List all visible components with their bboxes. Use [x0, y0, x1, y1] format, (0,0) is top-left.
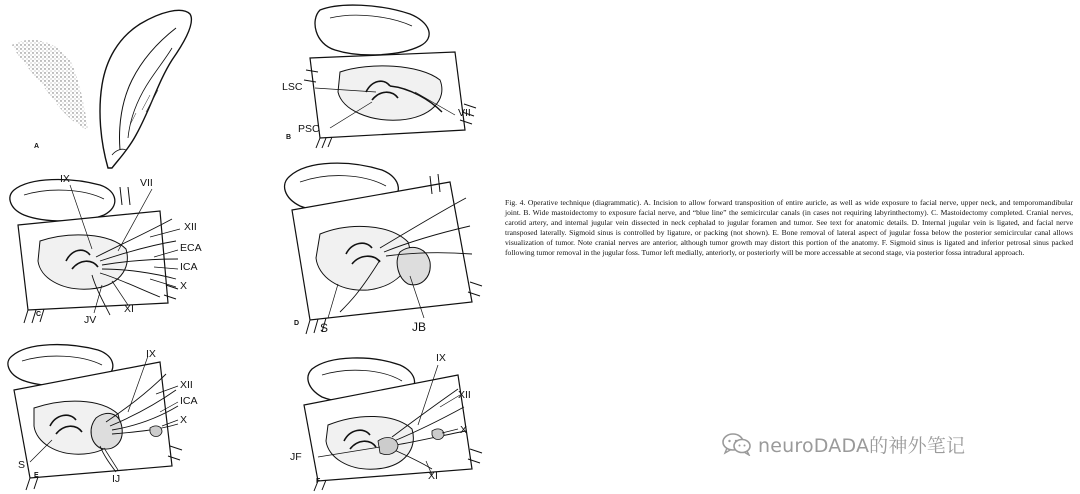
figure-panel-b [280, 0, 490, 150]
label-xi: XI [124, 303, 134, 315]
label-xii: XII [458, 389, 471, 401]
panel-e-letter: E [34, 472, 39, 479]
label-vii: VII [458, 107, 471, 119]
panel-c-letter: C [36, 311, 42, 318]
label-jb: JB [412, 320, 427, 334]
label-ix: IX [146, 348, 156, 360]
label-x: X [180, 280, 188, 292]
figure-panel-c [0, 165, 215, 330]
label-xi: XI [428, 470, 438, 482]
label-jf: JF [290, 451, 302, 463]
label-lsc: LSC [282, 81, 303, 93]
figure-panel-f [282, 345, 492, 492]
label-vii: VII [140, 177, 153, 189]
panel-a-illustration [0, 0, 220, 175]
label-s: S [18, 459, 26, 471]
label-ica: ICA [180, 395, 198, 407]
figure-panel-d [280, 152, 490, 340]
panel-e-illustration [0, 332, 215, 492]
watermark [722, 431, 965, 457]
figure-panel-a [0, 0, 220, 175]
label-x: X [460, 424, 468, 436]
label-x: X [180, 414, 188, 426]
panel-a-letter: A [34, 143, 40, 150]
label-ix: IX [436, 352, 446, 364]
label-jv: JV [84, 314, 97, 326]
label-psc: PSC [298, 123, 320, 135]
label-ica: ICA [180, 261, 198, 273]
panel-d-illustration [280, 152, 490, 340]
label-ij: IJ [112, 473, 121, 485]
watermark-text: neuroDADA的神外笔记 [758, 434, 966, 457]
panel-d-letter: D [294, 320, 300, 327]
label-eca: ECA [180, 242, 202, 254]
label-xii: XII [180, 379, 193, 391]
figure-panel-e [0, 332, 215, 492]
label-ix: IX [60, 173, 70, 185]
label-xii: XII [184, 221, 197, 233]
label-s: S [320, 321, 329, 335]
figure-caption: Fig. 4. Operative technique (diagrammatic). A. Incision to allow forward transposition of entire auricle, as well as wide exposure to facial nerve, upper neck, and temporomandibular joint. B. Wide mastoidectomy to exposure facial nerve, and “blue line” the semicircular canals (in cases not requiring labyrinthectomy). C. Mastoidectomy completed. Cranial nerves, carotid artery, and internal jugular vein dissected in neck cephalad to jugular foramen and tumor. See text for anatomic details. D. Internal jugular vein is ligated, and facial nerve transposed laterally. Sigmoid sinus is controlled by ligature, or packing (not shown). E. Bone removal of lateral aspect of jugular fossa below the posterior semicircular canal allows visualization of tumor. Note cranial nerves are anterior, although tumor growth may distort this portion of the anatomy. F. Sigmoid sinus is ligated and inferior petrosal sinus packed following tumor removal in the jugular foss. Tumor left medially, anteriorly, or posteriorly will be more accessable at second stage, via posterior fossa intradural approach. [505, 198, 1073, 257]
panel-f-letter: F [316, 478, 321, 485]
panel-b-letter: B [286, 134, 292, 141]
panel-f-illustration [282, 345, 492, 492]
wechat-icon [722, 432, 752, 456]
